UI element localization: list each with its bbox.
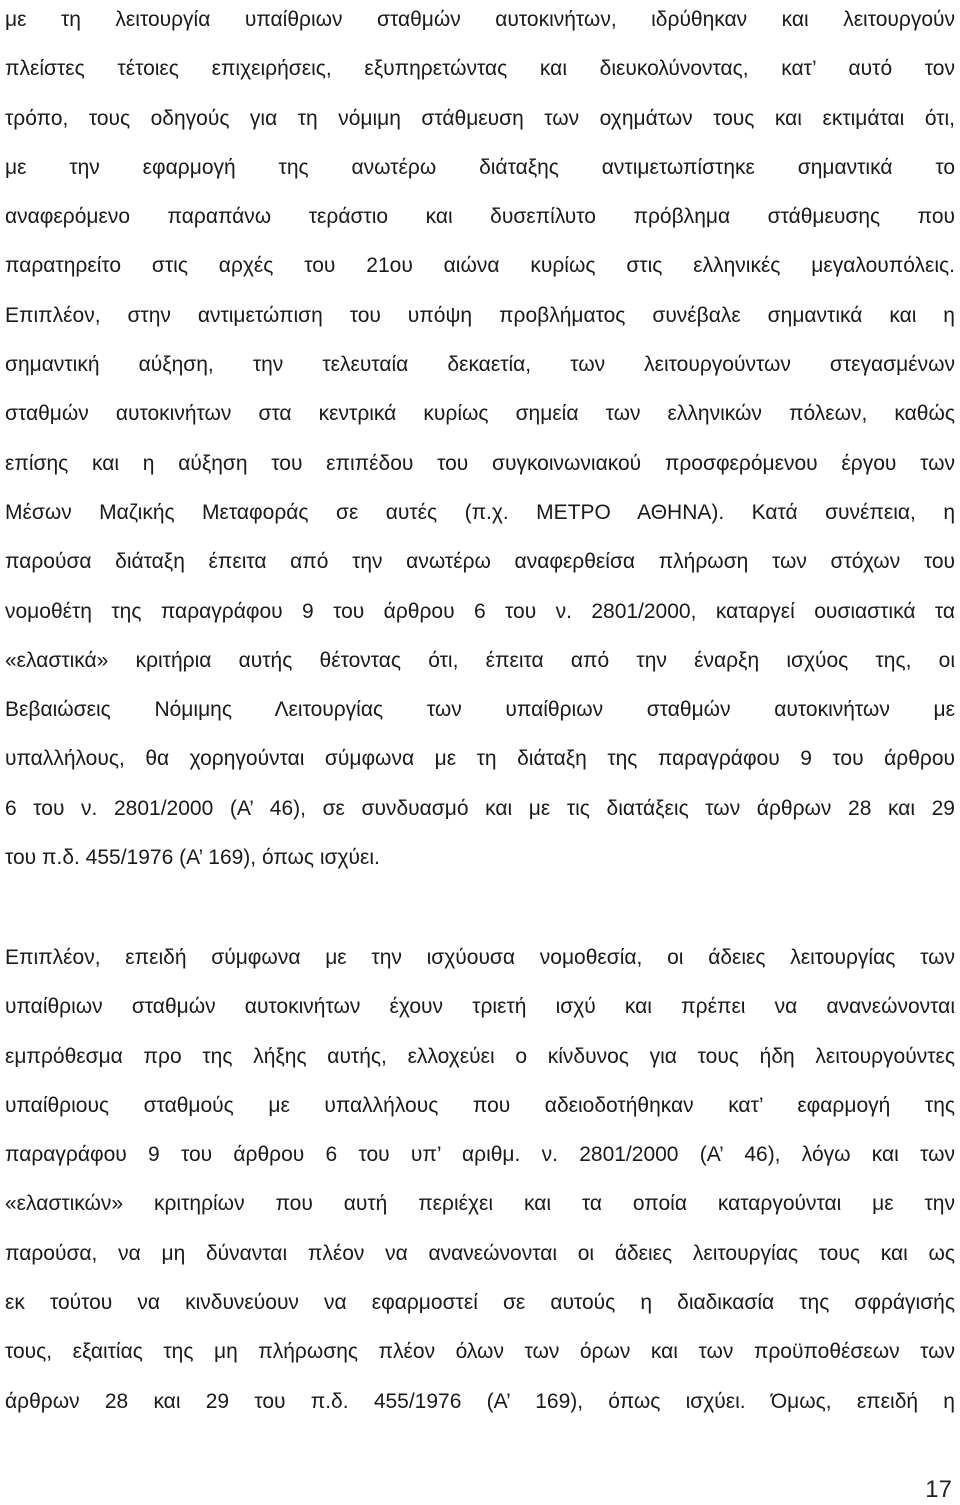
text-line: παρούσα, να μη δύνανται πλέον να ανανεώνονται οι άδειες λειτουργίας τους και ως [5, 1241, 955, 1265]
text-line: τρόπο, τους οδηγούς για τη νόμιμη στάθμευση των οχημάτων τους και εκτιμάται ότι, [5, 106, 955, 130]
text-line: εμπρόθεσμα προ της λήξης αυτής, ελλοχεύει ο κίνδυνος για τους ήδη λειτουργούντες [5, 1044, 955, 1068]
text-line: σημαντική αύξηση, την τελευταία δεκαετία, των λειτουργούντων στεγασμένων [5, 353, 955, 377]
text-line: άρθρων 28 και 29 του π.δ. 455/1976 (Α’ 169), όπως ισχύει. Όμως, επειδή η [5, 1389, 955, 1413]
text-line: του π.δ. 455/1976 (Α’ 169), όπως ισχύει. [5, 846, 380, 870]
text-line: 6 του ν. 2801/2000 (Α’ 46), σε συνδυασμό και με τις διατάξεις των άρθρων 28 και 29 [5, 796, 955, 820]
text-line: Βεβαιώσεις Νόμιμης Λειτουργίας των υπαίθριων σταθμών αυτοκινήτων με [5, 698, 955, 722]
text-line: τους, εξαιτίας της μη πλήρωσης πλέον όλων των όρων και των προϋποθέσεων των [5, 1340, 955, 1364]
text-line: παρούσα διάταξη έπειτα από την ανωτέρω αναφερθείσα πλήρωση των στόχων του [5, 550, 955, 574]
text-line: Επιπλέον, στην αντιμετώπιση του υπόψη προβλήματος συνέβαλε σημαντικά και η [5, 303, 955, 327]
text-line: με την εφαρμογή της ανωτέρω διάταξης αντιμετωπίστηκε σημαντικά το [5, 155, 955, 179]
paragraph-2 [5, 933, 955, 1426]
text-line: «ελαστικών» κριτηρίων που αυτή περιέχει και τα οποία καταργούνται με την [5, 1192, 955, 1216]
text-line: παρατηρείτο στις αρχές του 21ου αιώνα κυρίως στις ελληνικές μεγαλουπόλεις. [5, 254, 955, 278]
text-line: επίσης και η αύξηση του επιπέδου του συγκοινωνιακού προσφερόμενου έργου των [5, 451, 955, 475]
paragraph-1 [5, 0, 955, 882]
text-line: με τη λειτουργία υπαίθριων σταθμών αυτοκινήτων, ιδρύθηκαν και λειτουργούν [5, 8, 955, 31]
text-line: αναφερόμενο παραπάνω τεράστιο και δυσεπίλυτο πρόβλημα στάθμευσης που [5, 205, 955, 229]
text-line: εκ τούτου να κινδυνεύουν να εφαρμοστεί σε αυτούς η διαδικασία της σφράγισής [5, 1291, 955, 1315]
page-number: 17 [925, 1476, 952, 1503]
text-line: σταθμών αυτοκινήτων στα κεντρικά κυρίως σημεία των ελληνικών πόλεων, καθώς [5, 402, 955, 426]
text-line: υπαίθριους σταθμούς με υπαλλήλους που αδειοδοτήθηκαν κατ’ εφαρμογή της [5, 1093, 955, 1117]
text-line: παραγράφου 9 του άρθρου 6 του υπ’ αριθμ. ν. 2801/2000 (Α’ 46), λόγω και των [5, 1143, 955, 1167]
text-line: υπαλλήλους, θα χορηγούνται σύμφωνα με τη διάταξη της παραγράφου 9 του άρθρου [5, 747, 955, 771]
text-line: πλείστες τέτοιες επιχειρήσεις, εξυπηρετώντας και διευκολύνοντας, κατ’ αυτό τον [5, 57, 955, 81]
text-line: «ελαστικά» κριτήρια αυτής θέτοντας ότι, έπειτα από την έναρξη ισχύος της, οι [5, 648, 955, 672]
text-line: Μέσων Μαζικής Μεταφοράς σε αυτές (π.χ. ΜΕΤΡΟ ΑΘΗΝΑ). Κατά συνέπεια, η [5, 500, 955, 524]
text-line: Επιπλέον, επειδή σύμφωνα με την ισχύουσα νομοθεσία, οι άδειες λειτουργίας των [5, 946, 955, 969]
text-line: υπαίθριων σταθμών αυτοκινήτων έχουν τριετή ισχύ και πρέπει να ανανεώνονται [5, 995, 955, 1019]
text-line: νομοθέτη της παραγράφου 9 του άρθρου 6 του ν. 2801/2000, καταργεί ουσιαστικά τα [5, 599, 955, 623]
